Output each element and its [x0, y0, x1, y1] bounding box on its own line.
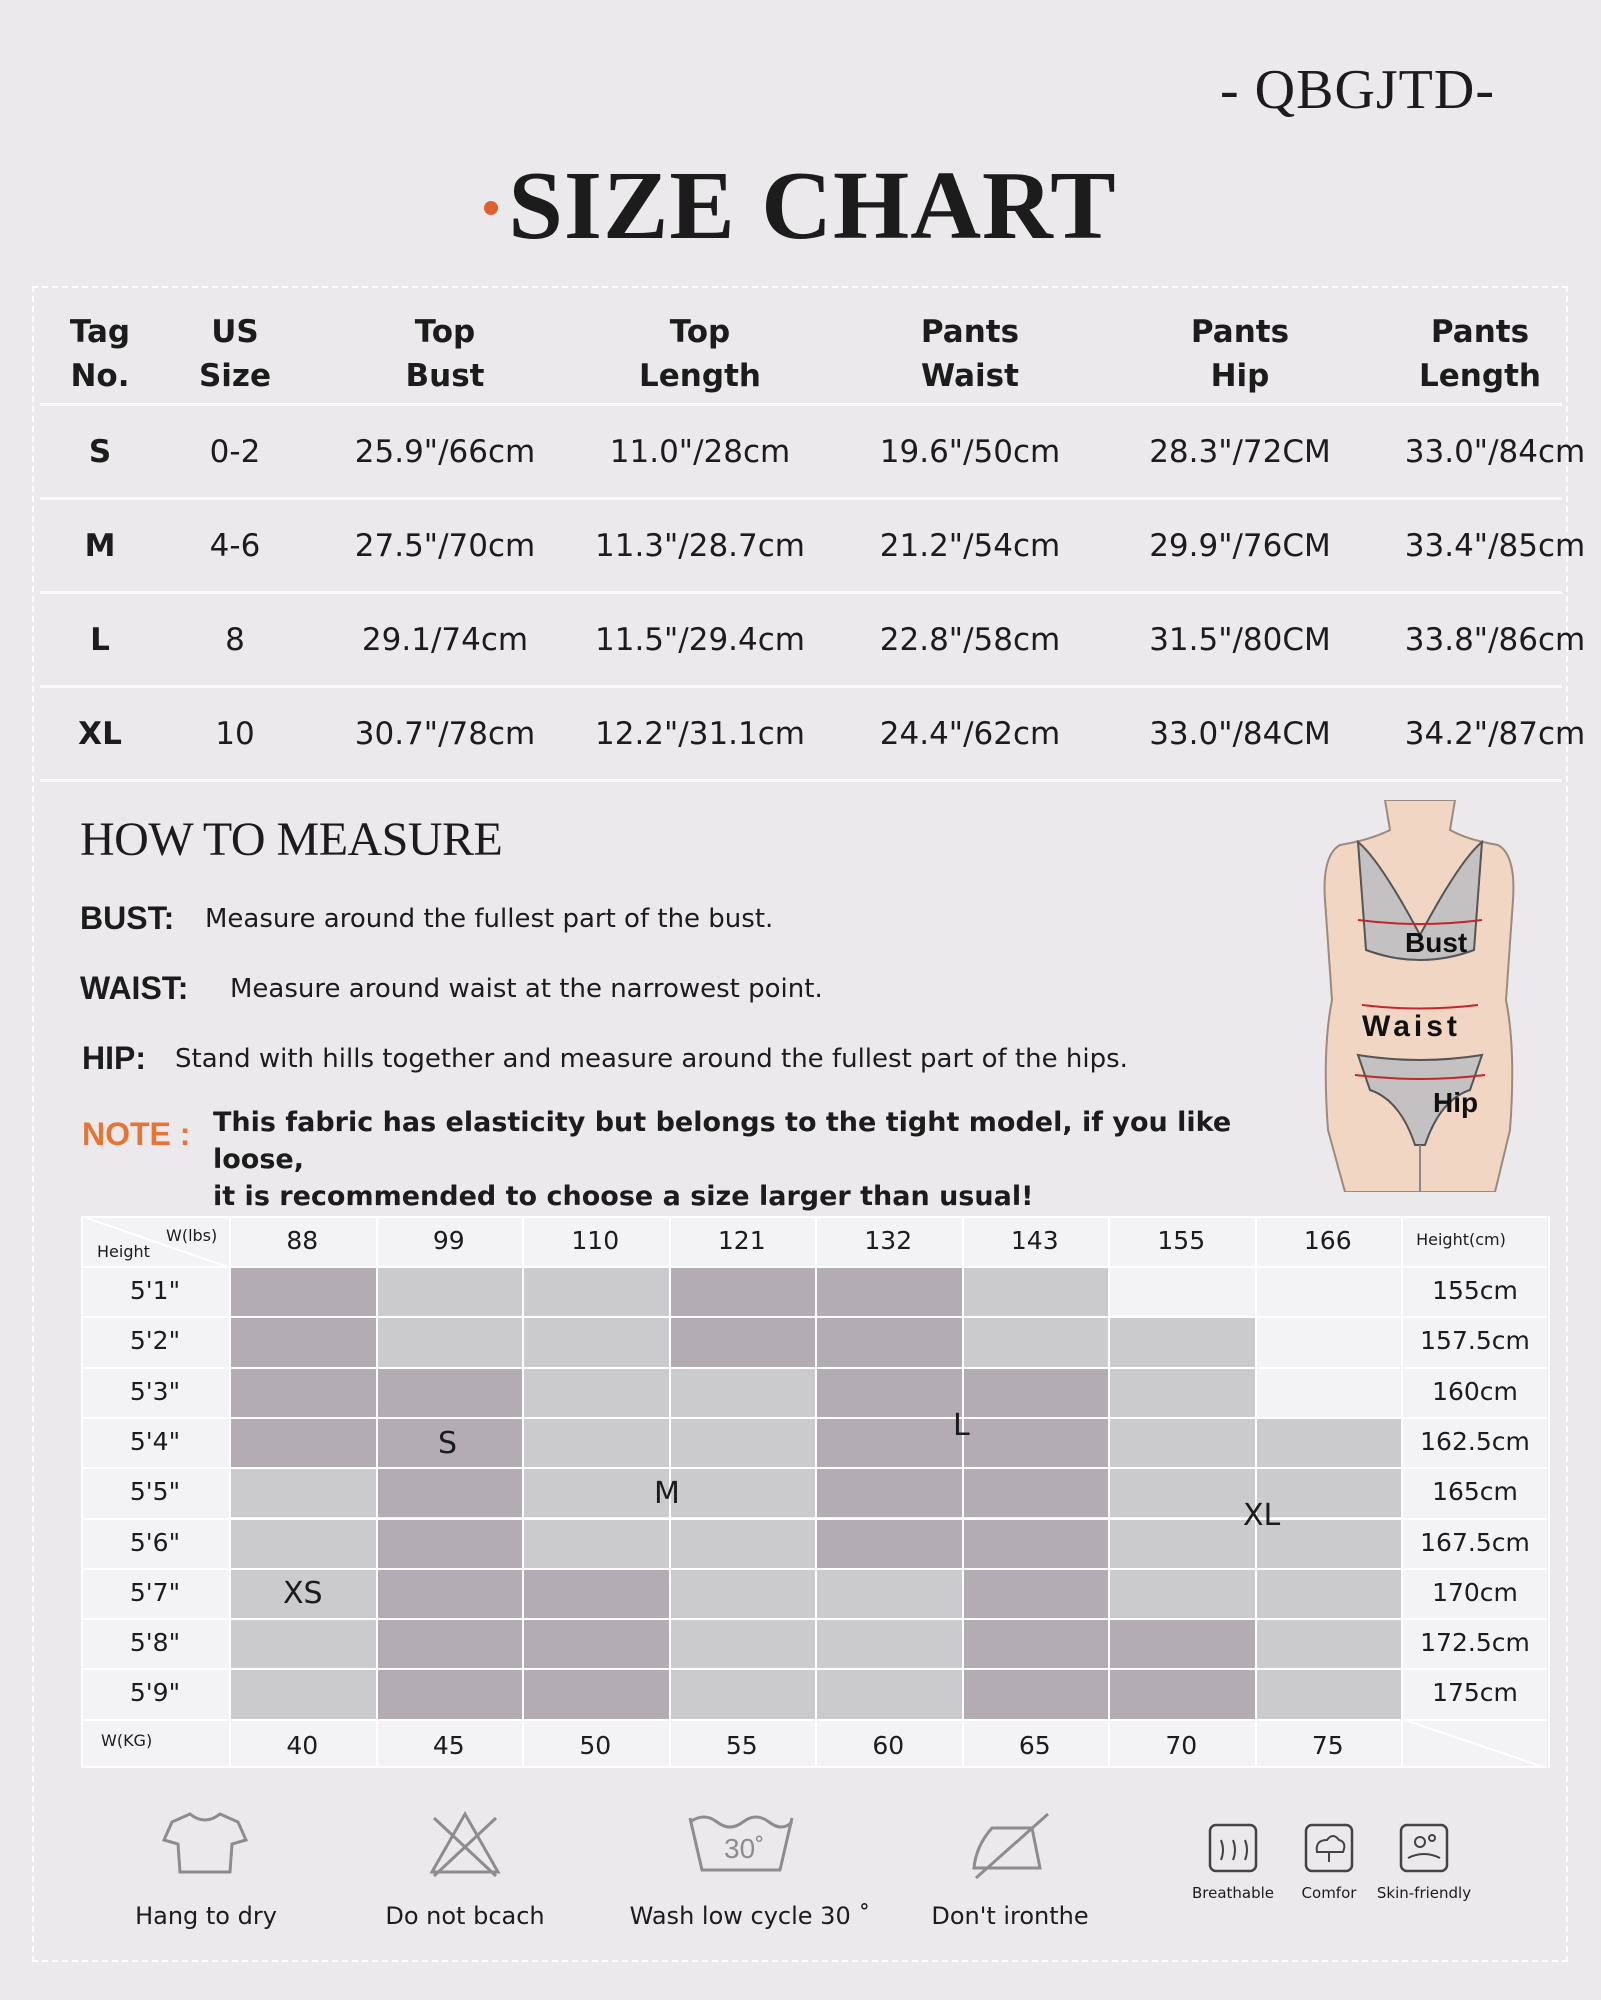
header-tag-no: Tag No. [69, 314, 131, 394]
feature-label-comfort: Comfor [1301, 1884, 1357, 1902]
grid-cell [815, 1316, 962, 1366]
header-pants-length: Pants Length [1419, 314, 1541, 394]
note-line-2: it is recommended to choose a size larger than usual! [213, 1181, 1034, 1212]
grid-cell [376, 1668, 523, 1718]
grid-height-ft-label: 5'5" [129, 1477, 181, 1507]
grid-cell [1255, 1568, 1402, 1618]
grid-weight-lbs-header: 99 [432, 1226, 465, 1255]
header-pants-hip: Pants Hip [1190, 314, 1290, 394]
grid-cell [229, 1266, 376, 1316]
grid-cell [1108, 1367, 1255, 1417]
care-label-no-iron: Don't ironthe [931, 1902, 1089, 1930]
grid-height-ft-label: 5'4" [129, 1426, 181, 1456]
grid-cell [376, 1467, 523, 1517]
grid-cell [815, 1367, 962, 1417]
grid-cell [962, 1367, 1109, 1417]
grid-cell [669, 1618, 816, 1668]
grid-height-cm-label: 167.5cm [1420, 1527, 1530, 1557]
comfort-icon [1303, 1822, 1355, 1874]
skin-friendly-icon [1398, 1822, 1450, 1874]
grid-cell [962, 1568, 1109, 1618]
note-text [213, 1104, 1303, 1215]
breathable-icon [1207, 1822, 1259, 1874]
grid-cell [522, 1518, 669, 1568]
tshirt-icon [160, 1808, 250, 1878]
grid-height-cm-label: 155cm [1432, 1276, 1518, 1305]
no-bleach-icon [428, 1808, 502, 1882]
grid-line [81, 1618, 1547, 1620]
grid-cell [962, 1467, 1109, 1517]
grid-cell [229, 1467, 376, 1517]
grid-bottom-corner-label: W(KG) [101, 1731, 153, 1750]
header-us-size: US Size [198, 314, 272, 394]
grid-line [81, 1417, 1547, 1419]
grid-line [1108, 1216, 1110, 1768]
grid-line [81, 1216, 1547, 1218]
cell-top-bust: 30.7"/78cm [354, 716, 536, 752]
grid-corner-weight-label: W(lbs) [166, 1226, 218, 1245]
grid-cell [522, 1467, 669, 1517]
header-top-bust: Top Bust [405, 314, 485, 394]
grid-bottom-right-diagonal [1399, 1718, 1546, 1768]
grid-corner-diagonal [81, 1216, 228, 1267]
body-measure-figure [1310, 800, 1530, 1192]
size-label-xl: XL [1243, 1498, 1281, 1533]
cell-top-bust: 27.5"/70cm [354, 528, 536, 564]
grid-line [81, 1216, 83, 1768]
grid-cell [962, 1668, 1109, 1718]
cell-pants-length: 33.0"/84cm [1404, 434, 1586, 470]
grid-cell [669, 1417, 816, 1467]
size-label-s: S [438, 1426, 458, 1461]
figure-hip-label: Hip [1433, 1087, 1479, 1118]
grid-weight-lbs-header: 155 [1157, 1226, 1206, 1255]
grid-height-cm-label: 175cm [1432, 1678, 1518, 1708]
grid-weight-lbs-header: 110 [571, 1226, 620, 1255]
no-iron-icon [968, 1808, 1054, 1882]
grid-line [1255, 1216, 1257, 1768]
table-divider [40, 403, 1562, 406]
grid-line [81, 1518, 1547, 1520]
header-top-length: Top Length [639, 314, 761, 394]
figure-bust-label: Bust [1405, 927, 1468, 958]
table-divider [40, 685, 1562, 688]
grid-line [962, 1216, 964, 1768]
grid-height-cm-label: 170cm [1432, 1577, 1518, 1607]
grid-line [81, 1467, 1547, 1469]
cell-pants-waist: 22.8"/58cm [879, 622, 1061, 658]
grid-height-cm-label: 157.5cm [1420, 1326, 1530, 1356]
grid-cell [522, 1668, 669, 1718]
hip-text: Stand with hills together and measure around the fullest part of the hips. [175, 1044, 1128, 1074]
grid-cell [1108, 1316, 1255, 1366]
grid-weight-lbs-header: 121 [717, 1226, 766, 1255]
grid-weight-kg-label: 70 [1165, 1730, 1198, 1760]
grid-line [81, 1266, 1547, 1268]
grid-cell [962, 1618, 1109, 1668]
cell-pants-hip: 28.3"/72CM [1149, 434, 1331, 470]
grid-cell [522, 1417, 669, 1467]
grid-cell [229, 1618, 376, 1668]
grid-height-cm-label: 162.5cm [1420, 1426, 1530, 1456]
feature-label-skin-friendly: Skin-friendly [1376, 1884, 1472, 1902]
size-table-header [40, 292, 1562, 404]
grid-cell [962, 1518, 1109, 1568]
cell-us-size: 4-6 [209, 528, 261, 564]
grid-cell [1255, 1266, 1402, 1316]
cell-pants-hip: 33.0"/84CM [1149, 716, 1331, 752]
grid-cell [1108, 1668, 1255, 1718]
grid-height-ft-label: 5'6" [129, 1527, 181, 1557]
grid-cell [1108, 1467, 1255, 1517]
grid-weight-kg-label: 60 [872, 1730, 905, 1760]
grid-cell [522, 1266, 669, 1316]
title-dot [484, 201, 498, 215]
grid-cell [669, 1266, 816, 1316]
note-line-1: This fabric has elasticity but belongs to the tight model, if you like loose, [213, 1107, 1232, 1175]
grid-cell [1108, 1568, 1255, 1618]
header-pants-waist: Pants Waist [920, 314, 1020, 394]
grid-cell [815, 1417, 962, 1467]
cell-tag: M [84, 528, 116, 564]
grid-right-header: Height(cm) [1416, 1230, 1506, 1249]
grid-line [815, 1216, 817, 1768]
cell-us-size: 10 [215, 716, 255, 752]
grid-weight-kg-label: 75 [1311, 1730, 1344, 1760]
height-weight-grid [81, 1216, 1547, 1768]
size-label-l: L [953, 1408, 970, 1443]
cell-us-size: 8 [225, 622, 245, 658]
care-label-no-bleach: Do not bcach [385, 1902, 545, 1930]
feature-label-breathable: Breathable [1191, 1884, 1275, 1902]
table-row [40, 712, 1586, 762]
cell-pants-length: 33.4"/85cm [1404, 528, 1586, 564]
grid-weight-lbs-header: 143 [1010, 1226, 1059, 1255]
wash-30-icon [686, 1808, 796, 1878]
grid-weight-lbs-header: 166 [1303, 1226, 1352, 1255]
grid-weight-kg-label: 40 [286, 1730, 319, 1760]
grid-cell [962, 1266, 1109, 1316]
cell-pants-waist: 21.2"/54cm [879, 528, 1061, 564]
care-label-wash: Wash low cycle 30 ˚ [629, 1902, 871, 1930]
grid-cell [376, 1618, 523, 1668]
table-divider [40, 591, 1562, 594]
grid-line [81, 1367, 1547, 1369]
figure-waist-label: Waist [1362, 1010, 1461, 1043]
grid-cell [815, 1266, 962, 1316]
grid-cell [1255, 1618, 1402, 1668]
grid-cell [669, 1467, 816, 1517]
grid-cell [815, 1618, 962, 1668]
grid-height-ft-label: 5'8" [129, 1628, 181, 1658]
grid-height-ft-label: 5'9" [129, 1678, 181, 1708]
grid-cell [229, 1518, 376, 1568]
grid-cell [1255, 1668, 1402, 1718]
grid-line [376, 1216, 378, 1768]
grid-cell [962, 1316, 1109, 1366]
cell-us-size: 0-2 [209, 434, 261, 470]
grid-line [81, 1316, 1547, 1318]
grid-height-cm-label: 172.5cm [1420, 1628, 1530, 1658]
grid-line [81, 1766, 1547, 1768]
grid-weight-kg-label: 45 [432, 1730, 465, 1760]
page-title [0, 150, 1601, 262]
grid-line [229, 1216, 231, 1768]
grid-height-cm-label: 165cm [1432, 1477, 1518, 1507]
grid-cell [669, 1568, 816, 1618]
cell-top-length: 11.3"/28.7cm [595, 528, 805, 564]
grid-cell [1108, 1618, 1255, 1668]
cell-pants-length: 34.2"/87cm [1404, 716, 1586, 752]
grid-cell [815, 1668, 962, 1718]
note-label: NOTE : [82, 1116, 191, 1152]
how-to-measure-title: HOW TO MEASURE [80, 813, 503, 866]
grid-cell [522, 1568, 669, 1618]
grid-height-ft-label: 5'3" [129, 1376, 181, 1406]
cell-tag: S [88, 434, 112, 470]
grid-line [522, 1216, 524, 1768]
grid-line [81, 1719, 1547, 1721]
waist-text: Measure around waist at the narrowest point. [230, 974, 823, 1004]
cell-tag: L [90, 622, 110, 658]
grid-cell [522, 1618, 669, 1668]
grid-weight-lbs-header: 132 [864, 1226, 913, 1255]
grid-cell [1255, 1417, 1402, 1467]
grid-cell [1255, 1367, 1402, 1417]
table-divider [40, 779, 1562, 782]
grid-cell [815, 1518, 962, 1568]
grid-cell [522, 1367, 669, 1417]
grid-cell [815, 1568, 962, 1618]
wash-30-text: 30˚ [724, 1833, 765, 1864]
size-label-m: M [654, 1476, 680, 1511]
grid-cell [522, 1316, 669, 1366]
table-row [40, 618, 1586, 668]
grid-height-cm-label: 160cm [1432, 1376, 1518, 1406]
grid-height-ft-label: 5'2" [129, 1326, 181, 1356]
cell-top-length: 11.5"/29.4cm [595, 622, 805, 658]
cell-tag: XL [78, 716, 122, 752]
grid-weight-kg-label: 55 [725, 1730, 758, 1760]
bust-text: Measure around the fullest part of the bust. [205, 904, 774, 934]
care-label-hang-dry: Hang to dry [135, 1902, 277, 1930]
grid-cell [229, 1316, 376, 1366]
hip-label: HIP: [82, 1040, 146, 1076]
grid-cell [1108, 1266, 1255, 1316]
grid-cell [376, 1568, 523, 1618]
table-row [40, 524, 1586, 574]
size-label-xs: XS [283, 1576, 323, 1611]
grid-cell [229, 1367, 376, 1417]
grid-cell [962, 1417, 1109, 1467]
page-title-text: SIZE CHART [508, 152, 1117, 260]
cell-pants-hip: 29.9"/76CM [1149, 528, 1331, 564]
grid-height-ft-label: 5'1" [129, 1276, 181, 1305]
cell-pants-length: 33.8"/86cm [1404, 622, 1586, 658]
grid-cell [1108, 1417, 1255, 1467]
cell-pants-hip: 31.5"/80CM [1149, 622, 1331, 658]
grid-cell [669, 1518, 816, 1568]
cell-pants-waist: 24.4"/62cm [879, 716, 1061, 752]
brand-name: - QBGJTD- [1220, 59, 1495, 121]
bust-label: BUST: [80, 900, 175, 936]
grid-weight-kg-label: 50 [579, 1730, 612, 1760]
grid-cell [229, 1417, 376, 1467]
grid-cell [669, 1668, 816, 1718]
grid-height-ft-label: 5'7" [129, 1577, 181, 1607]
grid-cell [669, 1316, 816, 1366]
grid-cell [1255, 1316, 1402, 1366]
grid-cell [1108, 1518, 1255, 1568]
grid-weight-kg-label: 65 [1018, 1730, 1051, 1760]
grid-line [1548, 1216, 1550, 1768]
table-row [40, 430, 1586, 480]
grid-line [81, 1668, 1547, 1670]
grid-cell [669, 1367, 816, 1417]
waist-label: WAIST: [80, 970, 189, 1006]
grid-corner-height-label: Height [97, 1242, 150, 1261]
grid-cell [229, 1668, 376, 1718]
grid-cell [376, 1266, 523, 1316]
grid-cell [376, 1316, 523, 1366]
cell-top-bust: 29.1/74cm [361, 622, 529, 658]
table-divider [40, 497, 1562, 500]
grid-line [81, 1568, 1547, 1570]
cell-top-length: 12.2"/31.1cm [595, 716, 805, 752]
grid-cell [815, 1467, 962, 1517]
cell-top-length: 11.0"/28cm [609, 434, 791, 470]
grid-cell [376, 1367, 523, 1417]
grid-weight-lbs-header: 88 [286, 1226, 319, 1255]
grid-cell [376, 1518, 523, 1568]
cell-top-bust: 25.9"/66cm [354, 434, 536, 470]
grid-line [1401, 1216, 1403, 1768]
cell-pants-waist: 19.6"/50cm [879, 434, 1061, 470]
